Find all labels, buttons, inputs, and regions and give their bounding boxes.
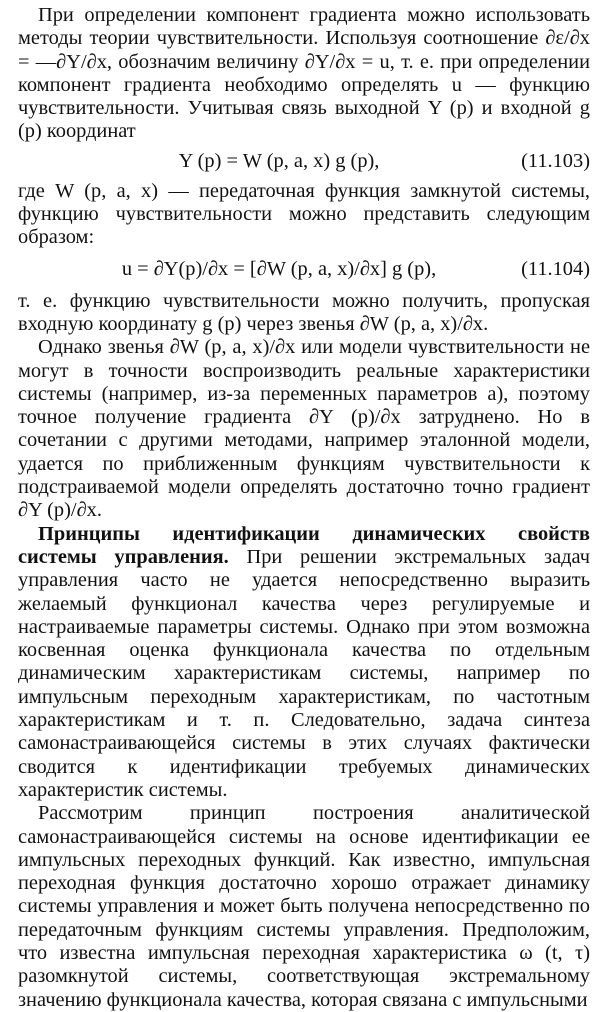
paragraph-model-limitations: Однако звенья ∂W (p, a, x)/∂x или модели чувствительности не могут в точности воспроизводить реальные характеристики системы (например, из-за переменных параметров a), поэтому точное получение градиента ∂Y (p)/∂x затруднено. Но в сочетании с другими методами, например эталонной модели, удается по приближенным функциям чувствительности к подстраиваемой модели определять достаточно точно градиент ∂Y (p)/∂x. <box>18 336 590 522</box>
equation-11-104 <box>18 250 590 290</box>
equation-11-103 <box>18 144 590 180</box>
paragraph-body: При решении экстремальных задач управления часто не удается непосредственно выразить желаемый функционал качества через регулируемые и настраиваемые параметры системы. Однако при этом возможна косвенная оценка функционала качества по отдельным динамическим характеристикам системы, например по импульсным переходным характеристикам, по частотным характеристикам и т. п. Следовательно, задача синтеза самонастраивающейся системы в этих случаях фактически сводится к идентификации требуемых динамических характеристик системы. <box>18 545 590 801</box>
paragraph-identification-principles <box>18 523 590 803</box>
equation-expression: Y (p) = W (p, a, x) g (p), <box>178 150 380 173</box>
paragraph-impulse-response: Рассмотрим принцип построения аналитической самонастраивающейся системы на основе идентификации ее импульсных переходных функций. Как известно, импульсная переходная функция достаточно хорошо отражает динамику системы управления и может быть получена непосредственно по передаточным функциям системы управления. Предположим, что известна импульсная переходная характеристика ω (t, τ) разомкнутой системы, соответствующая экстремальному значению функционала качества, которая связана с импульсными <box>18 802 590 1011</box>
paragraph-gradient-sensitivity: При определении компонент градиента можно использовать методы теории чувствительности. Используя соотношение ∂ε/∂x = —∂Y/∂x, обозначим величину ∂Y/∂x = u, т. е. при определении компонент градиента необходимо определять u — функцию чувствительности. Учитывая связь выходной Y (p) и входной g (p) координат <box>18 4 590 143</box>
equation-number: (11.104) <box>521 258 590 281</box>
paragraph-sensitivity-links: т. е. функцию чувствительности можно получить, пропуская входную координату g (p) через звенья ∂W (p, a, x)/∂x. <box>18 289 590 335</box>
section-heading: Принципы идентификации динамических свойств системы управления. <box>18 522 590 568</box>
equation-expression: u = ∂Y(p)/∂x = [∂W (p, a, x)/∂x] g (p), <box>121 258 437 281</box>
paragraph-transfer-function: где W (p, a, x) — передаточная функция замкнутой системы, функцию чувствительности можно представить следующим образом: <box>18 179 590 249</box>
equation-number: (11.103) <box>521 150 590 173</box>
